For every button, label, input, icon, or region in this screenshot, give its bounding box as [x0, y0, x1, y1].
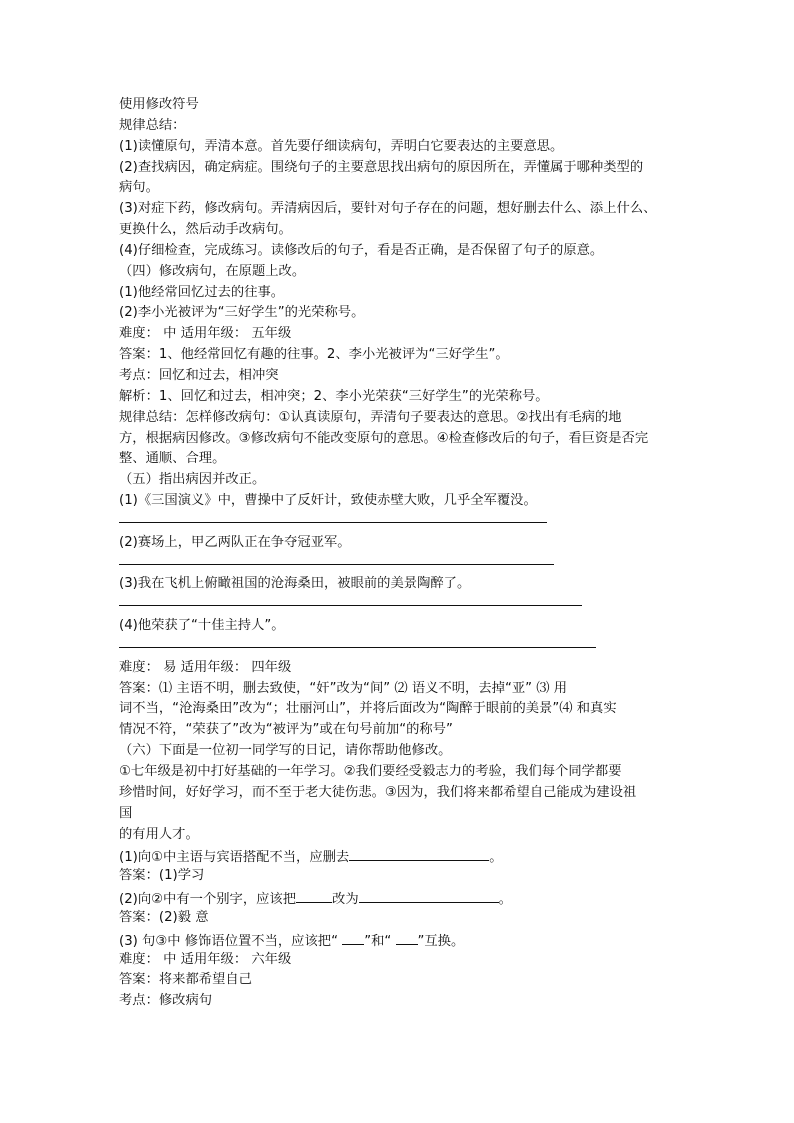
question-line: [119, 887, 681, 908]
key-point-line: 考点：修改病句: [119, 993, 213, 1009]
text-line: 方，根据病因修改。③修改病句不能改变原句的意思。④检查修改后的句子，看巨资是否完: [119, 430, 649, 446]
fill-blank[interactable]: [349, 845, 489, 861]
question-line: (2)李小光被评为“三好学生”的光荣称号。: [119, 305, 365, 321]
section-four-heading: （四）修改病句，在原题上改。: [119, 263, 306, 279]
fill-blank[interactable]: [296, 887, 332, 903]
question-line: (3)我在飞机上俯瞰祖国的沧海桑田，被眼前的美景陶醉了。: [119, 576, 471, 592]
question-line: [119, 845, 681, 866]
diary-line: 珍惜时间，好好学习，而不至于老大徒伤悲。③因为，我们将来都希望自己能成为建设祖: [119, 784, 637, 800]
diary-line: ①七年级是初中打好基础的一年学习。②我们要经受毅志力的考验，我们每个同学都要: [119, 764, 622, 779]
question-line: (4)他荣获了“十佳主持人”。: [119, 618, 285, 634]
text-line: 整、通顺、合理。: [119, 451, 226, 467]
question-text: (3) 句③中 修饰语位置不当，应该把“: [119, 933, 343, 949]
fill-blank[interactable]: [396, 929, 418, 945]
question-text: 改为: [332, 892, 359, 908]
question-line: (1)《三国演义》中，曹操中了反奸计，致使赤壁大败，几乎全军覆没。: [119, 493, 537, 509]
text-line: (3)对症下药，修改病句。弄清病因后，要针对句子存在的问题，想好删去什么、添上什么、: [119, 201, 657, 217]
answer-rule: [119, 512, 681, 533]
text-line: (1)读懂原句，弄清本意。首先要仔细读病句，弄明白它要表达的主要意思。: [119, 138, 564, 154]
text-line: 规律总结：怎样修改病句：①认真读原句，弄清句子要表达的意思。②找出有毛病的地: [119, 409, 622, 425]
question-line: (2)赛场上，甲乙两队正在争夺冠亚军。: [119, 534, 351, 550]
answer-line: 答案：将来都希望自己: [119, 972, 252, 988]
answer-line: 答案：⑴ 主语不明，删去致使，“奸”改为“间” ⑵ 语义不明，去掉“亚” ⑶ 用: [119, 680, 568, 696]
question-text: 。: [489, 850, 503, 866]
heading-symbols: 使用修改符号: [119, 97, 199, 112]
difficulty-line: 难度： 中 适用年级： 六年级: [119, 951, 292, 967]
question-line: (1)他经常回忆过去的往事。: [119, 284, 285, 300]
question-text: ”互换。: [417, 933, 465, 949]
answer-line: 答案：1、他经常回忆有趣的往事。2、李小光被评为“三好学生”。: [119, 347, 509, 363]
answer-line: 情况不符，“荣获了”改为“被评为”或在句号前加“的称号”: [119, 722, 453, 738]
difficulty-line: 难度： 易 适用年级： 四年级: [119, 659, 292, 675]
analysis-line: 解析：1、回忆和过去，相冲突；2、李小光荣获“三好学生”的光荣称号。: [119, 388, 549, 404]
diary-line: 国: [119, 805, 133, 821]
answer-line: 答案：(2)毅 意: [119, 909, 209, 925]
answer-line: 词不当，“沧海桑田”改为“；壮丽河山”，并将后面改为“陶醉于眼前的美景”⑷ 和真实: [119, 701, 617, 717]
document-body: [119, 95, 681, 1012]
section-six-heading: （六）下面是一位初一同学写的日记，请你帮助他修改。: [119, 743, 452, 759]
text-line: (2)查找病因，确定病症。围绕句子的主要意思找出病句的原因所在，弄懂属于哪种类型的: [119, 159, 644, 175]
fill-blank[interactable]: [359, 887, 499, 903]
question-text: ”和“: [364, 933, 396, 949]
question-line: [119, 929, 681, 950]
text-line: 更换什么，然后动手改病句。: [119, 222, 292, 238]
answer-line: 答案：(1)学习: [119, 868, 205, 884]
answer-rule: [119, 637, 681, 658]
question-text: (2)向②中有一个别字，应该把: [119, 892, 297, 908]
rule-summary-label: 规律总结：: [119, 117, 186, 133]
fill-blank[interactable]: [342, 929, 364, 945]
difficulty-line: 难度： 中 适用年级： 五年级: [119, 326, 292, 342]
question-text: 。: [498, 892, 512, 908]
question-text: (1)向①中主语与宾语搭配不当，应删去: [119, 850, 350, 866]
section-five-heading: （五）指出病因并改正。: [119, 472, 266, 488]
answer-rule: [119, 595, 681, 616]
text-line: (4)仔细检查，完成练习。读修改后的句子，看是否正确，是否保留了句子的原意。: [119, 242, 604, 258]
answer-rule: [119, 554, 681, 575]
key-point-line: 考点：回忆和过去，相冲突: [119, 367, 279, 383]
text-line: 病句。: [119, 180, 159, 196]
diary-line: 的有用人才。: [119, 826, 199, 842]
